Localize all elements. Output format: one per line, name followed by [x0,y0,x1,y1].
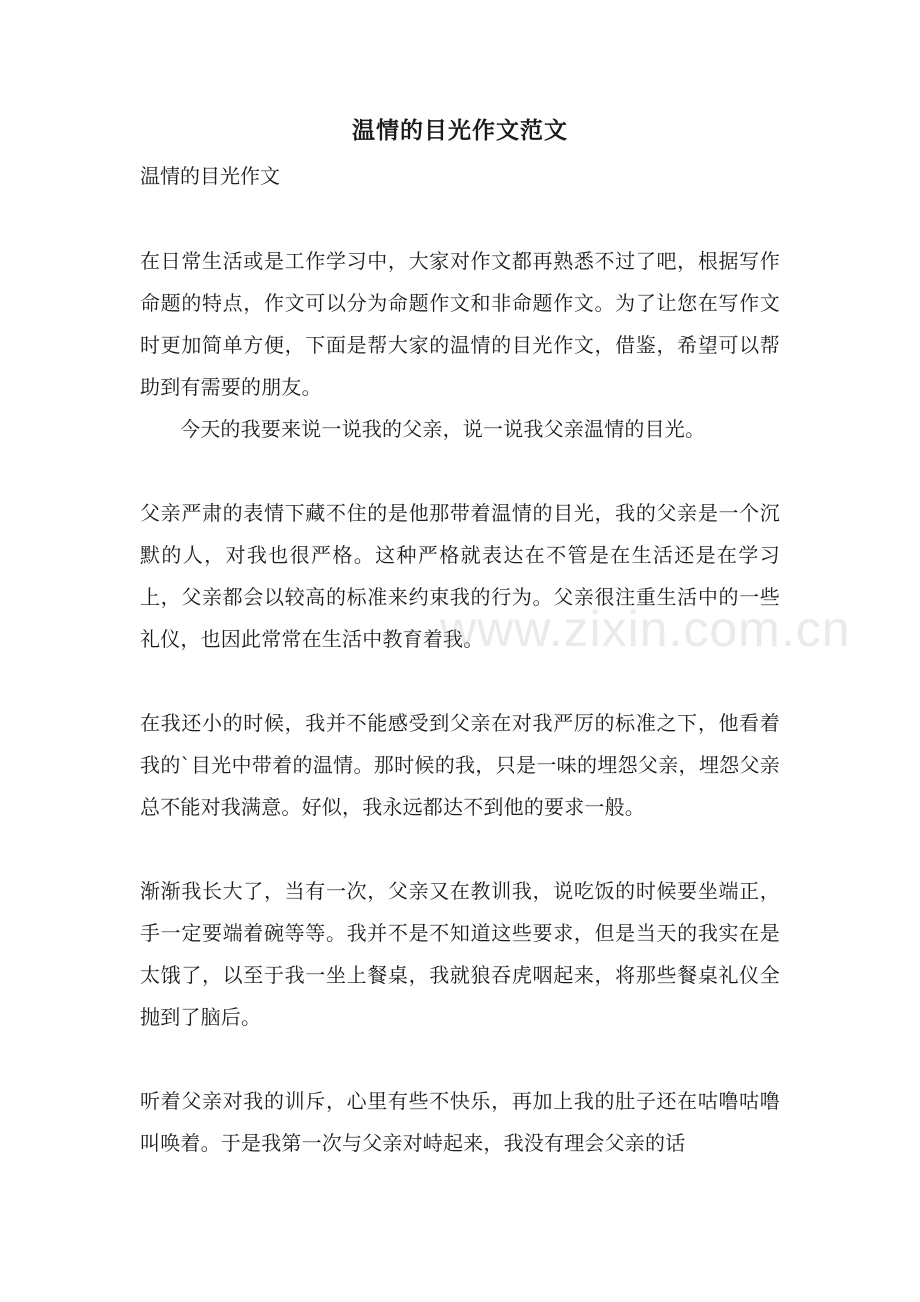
document-subtitle: 温情的目光作文 [140,164,280,188]
paragraph-confrontation: 听着父亲对我的训斥，心里有些不快乐，再加上我的肚子还在咕噜咕噜叫唤着。于是我第一次与父亲对峙起来，我没有理会父亲的话 [140,1089,780,1155]
watermark: www.zixin.com.cn [440,601,851,657]
document-title: 温情的目光作文范文 [352,117,568,144]
paragraph-childhood: 在我还小的时候，我并不能感受到父亲在对我严厉的标准之下，他看着我的`目光中带着的温情。那时候的我，只是一味的埋怨父亲，埋怨父亲总不能对我满意。好似，我永远都达不到他的要求一般。 [140,711,780,819]
paragraph-father-description: 父亲严肃的表情下藏不住的是他那带着温情的目光，我的父亲是一个沉默的人，对我也很严格。这种严格就表达在不管是在生活还是在学习上，父亲都会以较高的标准来约束我的行为。父亲很注重生活中的一些礼仪，也因此常常在生活中教育着我。 [140,501,780,651]
paragraph-opening: 今天的我要来说一说我的父亲，说一说我父亲温情的目光。 [180,417,706,441]
paragraph-intro: 在日常生活或是工作学习中，大家对作文都再熟悉不过了吧，根据写作命题的特点，作文可以分为命题作文和非命题作文。为了让您在写作文时更加简单方便，下面是帮大家的温情的目光作文，借鉴，希望可以帮助到有需要的朋友。 [140,249,780,399]
paragraph-growing-up: 渐渐我长大了，当有一次，父亲又在教训我，说吃饭的时候要坐端正，手一定要端着碗等等。我并不是不知道这些要求，但是当天的我实在是太饿了，以至于我一坐上餐桌，我就狼吞虎咽起来，将那些餐桌礼仪全抛到了脑后。 [140,879,780,1029]
